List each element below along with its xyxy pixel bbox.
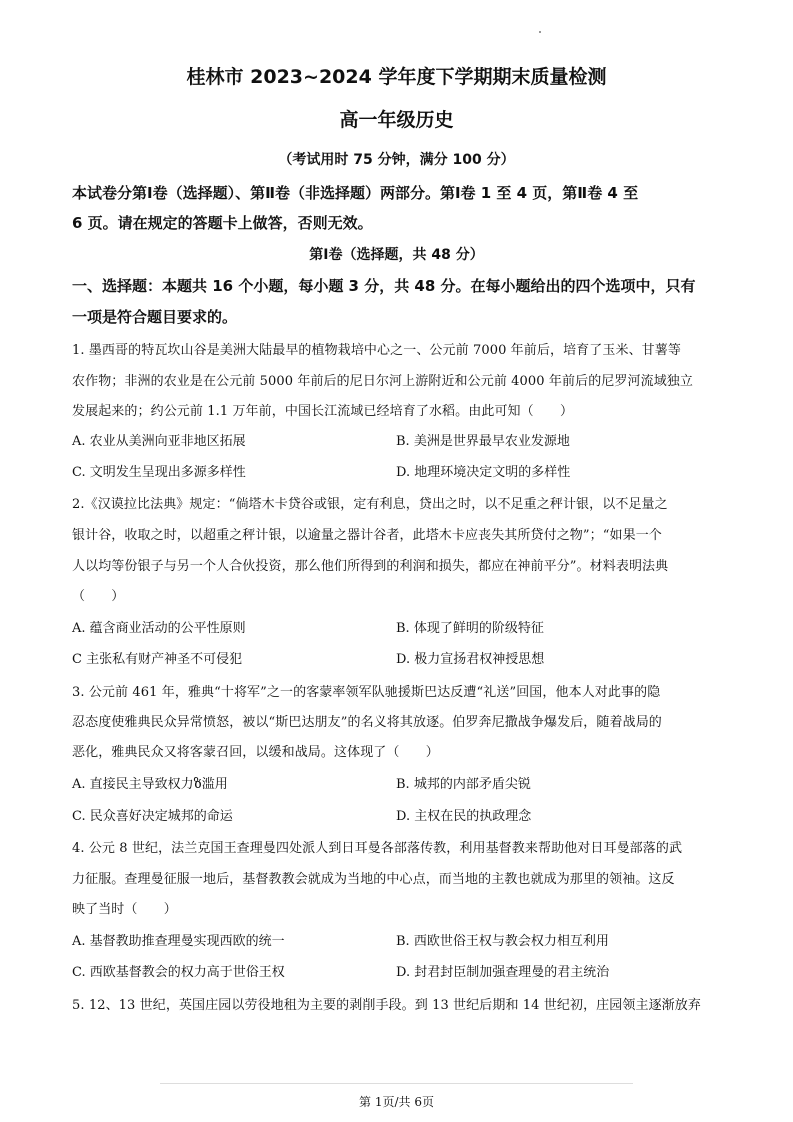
question-5-line-1: 5. 12、13 世纪，英国庄园以劳役地租为主要的剥削手段。到 13 世纪后期和 14 世纪初，庄园领主逐渐放弃 bbox=[72, 998, 701, 1013]
question-2-option-d[interactable]: D. 极力宣扬君权神授思想 bbox=[396, 652, 545, 667]
exam-title: 桂林市 2023~2024 学年度下学期期末质量检测 bbox=[186, 66, 607, 88]
section-intro-line-2: 一项是符合题目要求的。 bbox=[72, 308, 238, 326]
question-1-line-1: 1. 墨西哥的特瓦坎山谷是美洲大陆最早的植物栽培中心之一、公元前 7000 年前后，培育了玉米、甘薯等 bbox=[72, 343, 681, 358]
question-1-line-2: 农作物；非洲的农业是在公元前 5000 年前后的尼日尔河上游附近和公元前 4000 年前后的尼罗河流域独立 bbox=[72, 374, 693, 389]
question-4-option-a[interactable]: A. 基督教助推查理曼实现西欧的统一 bbox=[72, 934, 285, 949]
question-2-option-b[interactable]: B. 体现了鲜明的阶级特征 bbox=[396, 621, 544, 636]
question-1-option-b[interactable]: B. 美洲是世界最早农业发源地 bbox=[396, 434, 570, 449]
question-4-line-3: 映了当时（ ） bbox=[72, 902, 177, 917]
question-4-option-d[interactable]: D. 封君封臣制加强查理曼的君主统治 bbox=[396, 965, 610, 980]
exam-subject: 高一年级历史 bbox=[339, 109, 454, 131]
question-3-option-a[interactable]: A. 直接民主导致权力ზ滥用 bbox=[72, 777, 228, 792]
section-intro-line-1: 一、选择题：本题共 16 个小题，每小题 3 分，共 48 分。在每小题给出的四个选项中，只有 bbox=[72, 277, 696, 295]
question-3-line-1: 3. 公元前 461 年，雅典“十将军”之一的客蒙率领军队驰援斯巴达反遭“礼送”回国，他本人对此事的隐 bbox=[72, 685, 661, 700]
question-3-line-3: 恶化，雅典民众又将客蒙召回，以缓和战局。这体现了（ ） bbox=[72, 745, 439, 760]
footer-divider bbox=[160, 1083, 633, 1084]
question-2-line-1: 2.《汉谟拉比法典》规定：“倘塔木卡贷谷或银，定有利息，贷出之时，以不足重之秤计银，以不足量之 bbox=[72, 497, 668, 512]
question-1-option-c[interactable]: C. 文明发生呈现出多源多样性 bbox=[72, 465, 246, 480]
scan-dot bbox=[539, 31, 541, 33]
exam-time-info: （考试用时 75 分钟，满分 100 分） bbox=[278, 152, 515, 168]
page-number: 第 1页/共 6页 bbox=[359, 1095, 434, 1109]
instructions-line-1: 本试卷分第Ⅰ卷（选择题）、第Ⅱ卷（非选择题）两部分。第Ⅰ卷 1 至 4 页，第Ⅱ卷 4 至 bbox=[72, 184, 639, 202]
question-2-line-4: （ ） bbox=[72, 589, 125, 604]
question-3-option-c[interactable]: C. 民众喜好决定城邦的命运 bbox=[72, 809, 233, 824]
question-4-option-b[interactable]: B. 西欧世俗王权与教会权力相互利用 bbox=[396, 934, 609, 949]
question-2-option-c[interactable]: C 主张私有财产神圣不可侵犯 bbox=[72, 652, 243, 667]
question-2-line-2: 银计谷，收取之时，以超重之秤计银，以逾量之器计谷者，此塔木卡应丧失其所贷付之物”；“如果一个 bbox=[72, 528, 662, 543]
section-title: 第Ⅰ卷（选择题，共 48 分） bbox=[309, 247, 484, 263]
question-3-line-2: 忍态度使雅典民众异常愤怒，被以“斯巴达朋友”的名义将其放逐。伯罗奔尼撒战争爆发后，随着战局的 bbox=[72, 715, 662, 730]
question-4-option-c[interactable]: C. 西欧基督教会的权力高于世俗王权 bbox=[72, 965, 285, 980]
instructions-line-2: 6 页。请在规定的答题卡上做答，否则无效。 bbox=[72, 214, 373, 232]
question-1-line-3: 发展起来的；约公元前 1.1 万年前，中国长江流域已经培育了水稻。由此可知（ ） bbox=[72, 404, 574, 419]
question-3-option-d[interactable]: D. 主权在民的执政理念 bbox=[396, 809, 532, 824]
question-4-line-1: 4. 公元 8 世纪，法兰克国王查理曼四处派人到日耳曼各部落传教，利用基督教来帮助他对日耳曼部落的武 bbox=[72, 841, 683, 856]
question-1-option-d[interactable]: D. 地理环境决定文明的多样性 bbox=[396, 465, 571, 480]
question-2-option-a[interactable]: A. 蕴含商业活动的公平性原则 bbox=[72, 621, 246, 636]
question-3-option-b[interactable]: B. 城邦的内部矛盾尖锐 bbox=[396, 777, 531, 792]
question-2-line-3: 人以均等份银子与另一个人合伙投资，那么他们所得到的利润和损失，都应在神前平分”。材料表明法典 bbox=[72, 559, 669, 574]
question-1-option-a[interactable]: A. 农业从美洲向亚非地区拓展 bbox=[72, 434, 246, 449]
question-4-line-2: 力征服。查理曼征服一地后，基督教教会就成为当地的中心点，而当地的主教也就成为那里的领袖。这反 bbox=[72, 872, 675, 887]
